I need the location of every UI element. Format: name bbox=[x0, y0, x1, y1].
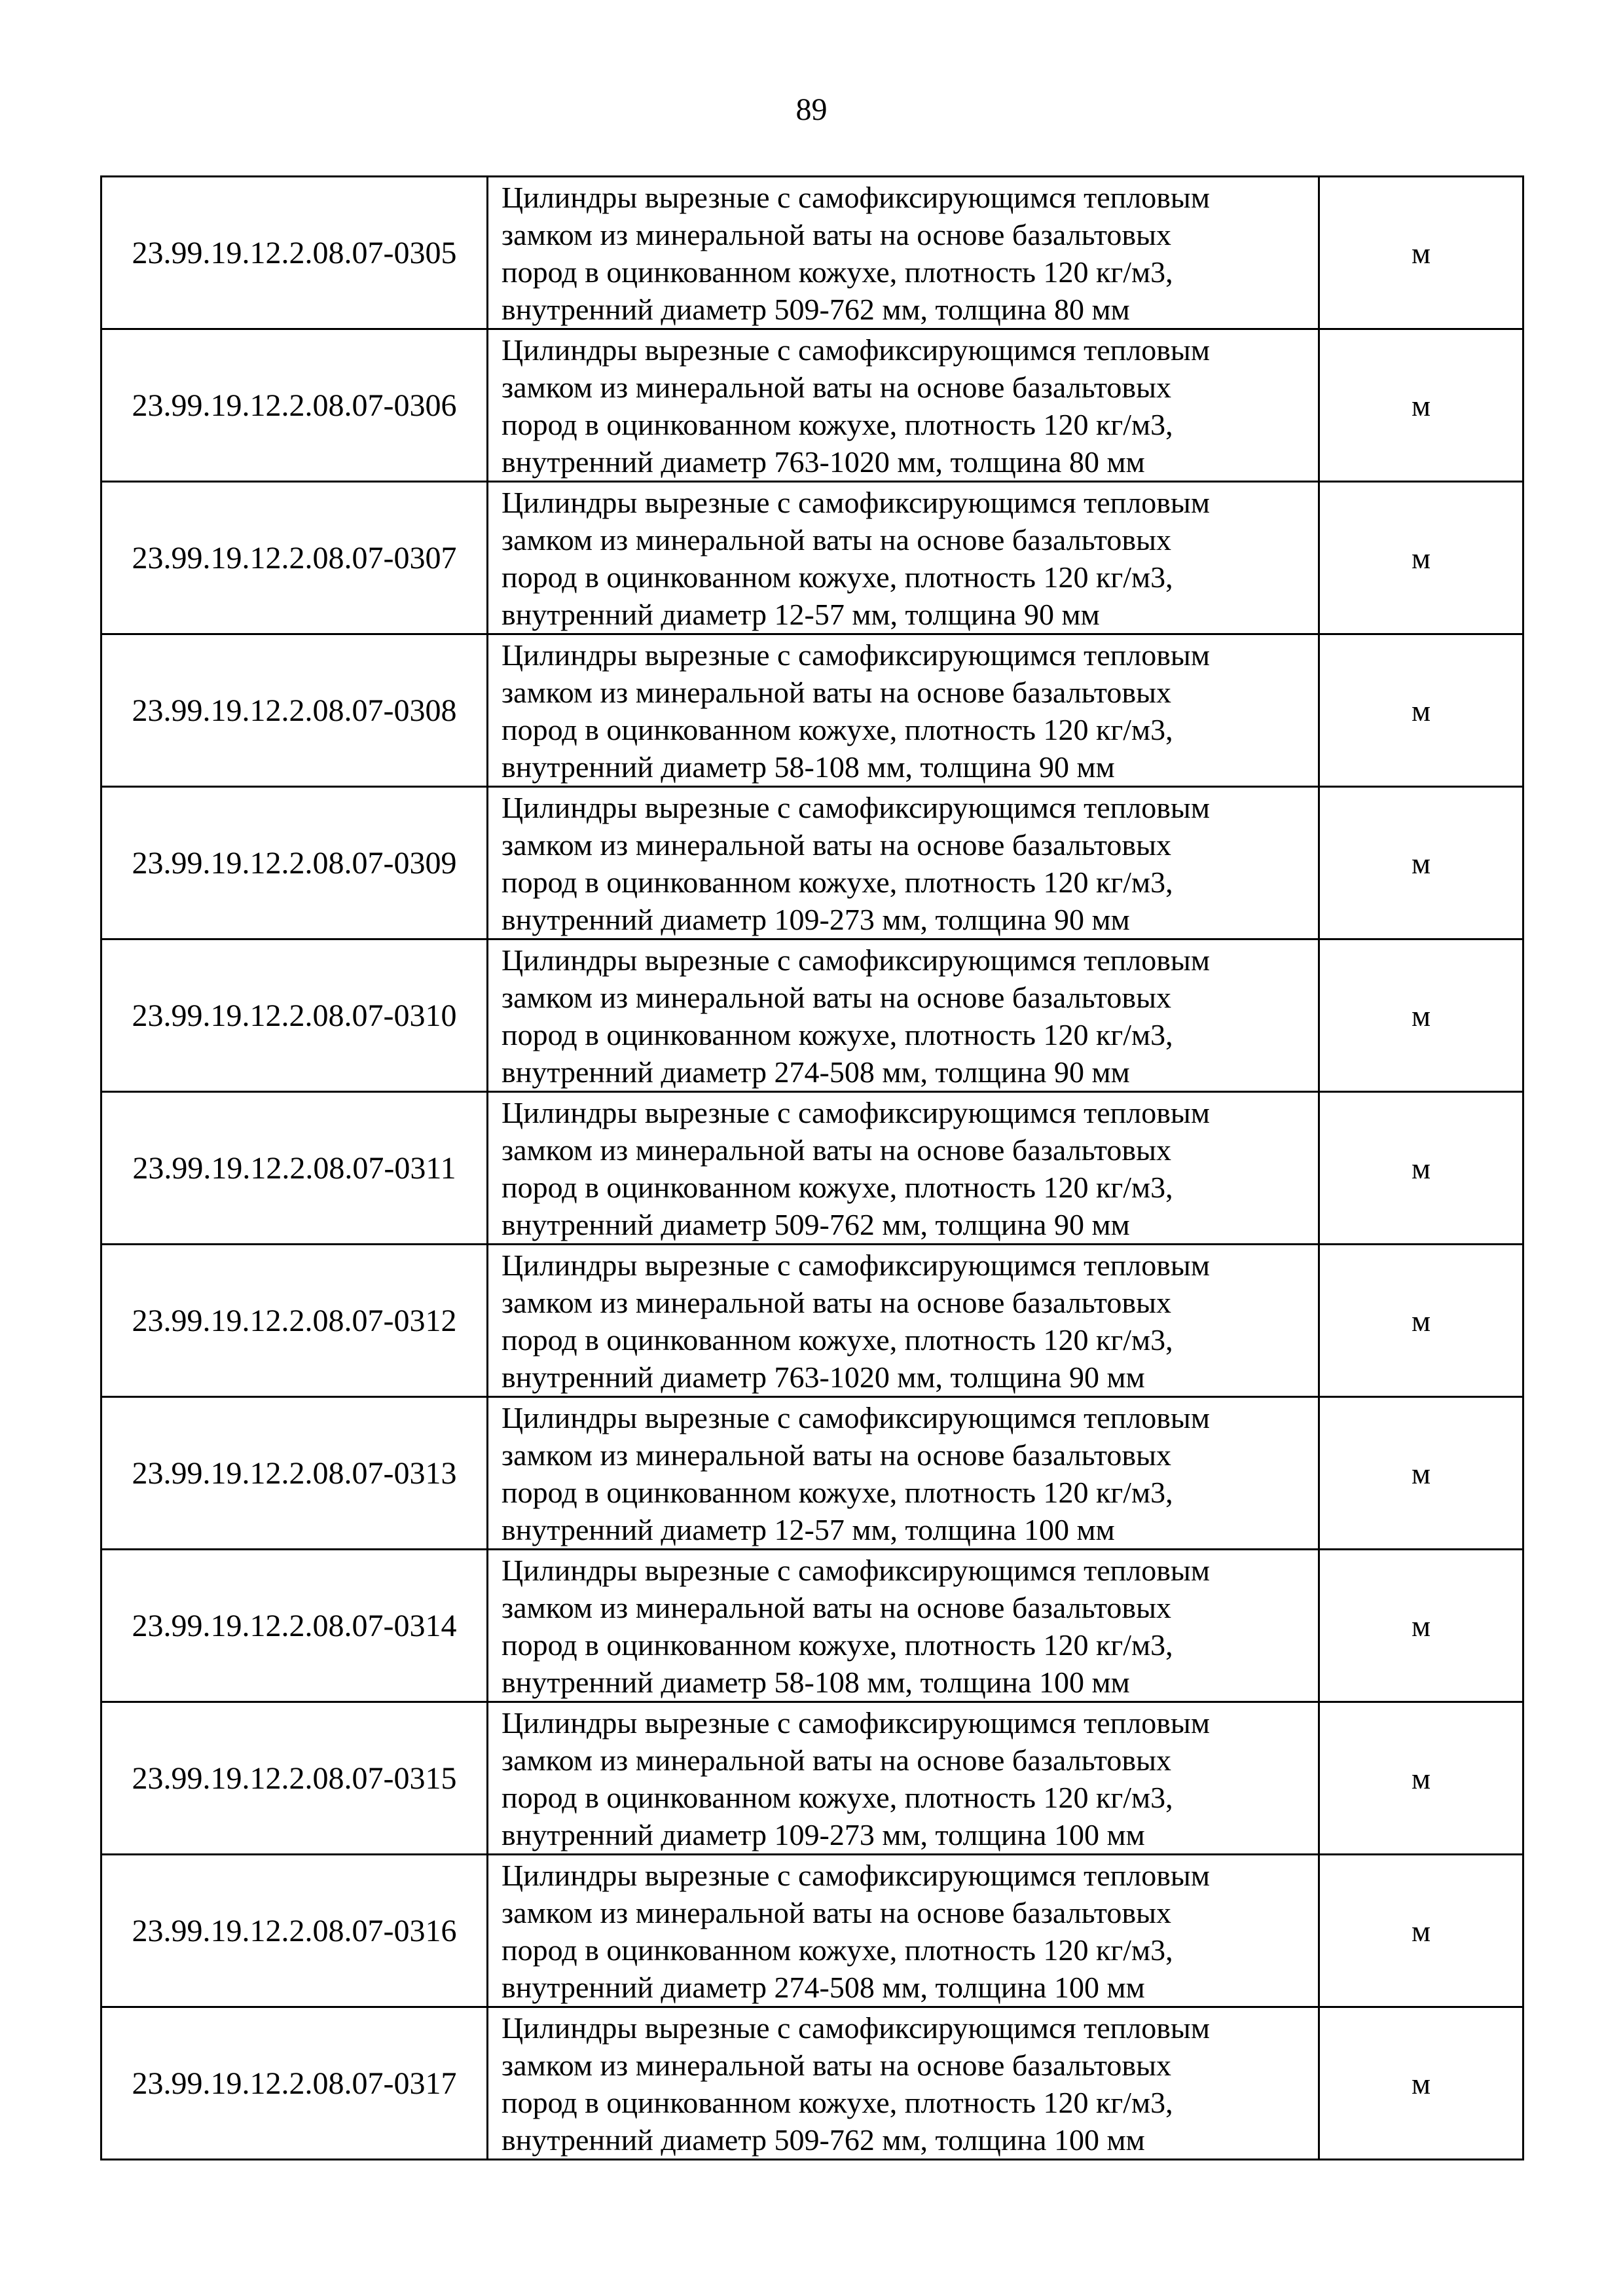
description-line: внутренний диаметр 274-508 мм, толщина 100 мм bbox=[501, 1971, 1145, 2004]
item-description bbox=[488, 1397, 1319, 1550]
description-line: замком из минеральной ваты на основе базальтовых bbox=[501, 981, 1172, 1014]
item-code: 23.99.19.12.2.08.07-0313 bbox=[101, 1397, 488, 1550]
description-line: пород в оцинкованном кожухе, плотность 120 кг/м3, bbox=[501, 713, 1173, 746]
description-line: пород в оцинкованном кожухе, плотность 120 кг/м3, bbox=[501, 1781, 1173, 1814]
description-line: внутренний диаметр 509-762 мм, толщина 100 мм bbox=[501, 2123, 1145, 2157]
description-line: Цилиндры вырезные с самофиксирующимся тепловым bbox=[501, 486, 1210, 519]
item-code: 23.99.19.12.2.08.07-0317 bbox=[101, 2007, 488, 2160]
item-code: 23.99.19.12.2.08.07-0314 bbox=[101, 1550, 488, 1702]
item-description bbox=[488, 787, 1319, 939]
item-code: 23.99.19.12.2.08.07-0308 bbox=[101, 634, 488, 787]
description-line: внутренний диаметр 12-57 мм, толщина 100 мм bbox=[501, 1513, 1115, 1546]
description-line: Цилиндры вырезные с самофиксирующимся тепловым bbox=[501, 1706, 1210, 1740]
item-unit: м bbox=[1319, 1855, 1523, 2007]
item-description bbox=[488, 2007, 1319, 2160]
materials-table bbox=[100, 175, 1524, 2160]
page-number: 89 bbox=[795, 92, 828, 127]
item-code: 23.99.19.12.2.08.07-0309 bbox=[101, 787, 488, 939]
item-description bbox=[488, 939, 1319, 1092]
item-description bbox=[488, 1702, 1319, 1855]
item-code: 23.99.19.12.2.08.07-0310 bbox=[101, 939, 488, 1092]
description-line: внутренний диаметр 509-762 мм, толщина 90 мм bbox=[501, 1208, 1130, 1241]
table-row bbox=[101, 787, 1523, 939]
item-unit: м bbox=[1319, 1092, 1523, 1245]
item-unit: м bbox=[1319, 482, 1523, 634]
description-line: замком из минеральной ваты на основе базальтовых bbox=[501, 828, 1172, 862]
item-code: 23.99.19.12.2.08.07-0312 bbox=[101, 1245, 488, 1397]
item-description bbox=[488, 1092, 1319, 1245]
description-line: замком из минеральной ваты на основе базальтовых bbox=[501, 523, 1172, 556]
item-description bbox=[488, 1855, 1319, 2007]
item-unit: м bbox=[1319, 2007, 1523, 2160]
description-line: Цилиндры вырезные с самофиксирующимся тепловым bbox=[501, 1859, 1210, 1892]
table-row bbox=[101, 634, 1523, 787]
table-row bbox=[101, 177, 1523, 329]
item-unit: м bbox=[1319, 1397, 1523, 1550]
description-line: Цилиндры вырезные с самофиксирующимся тепловым bbox=[501, 181, 1210, 214]
description-line: внутренний диаметр 109-273 мм, толщина 100 мм bbox=[501, 1818, 1145, 1851]
description-line: Цилиндры вырезные с самофиксирующимся тепловым bbox=[501, 1554, 1210, 1587]
description-line: внутренний диаметр 109-273 мм, толщина 90 мм bbox=[501, 903, 1130, 936]
table-row bbox=[101, 1245, 1523, 1397]
description-line: пород в оцинкованном кожухе, плотность 120 кг/м3, bbox=[501, 1018, 1173, 1051]
description-line: Цилиндры вырезные с самофиксирующимся тепловым bbox=[501, 1401, 1210, 1434]
item-description bbox=[488, 1550, 1319, 1702]
description-line: внутренний диаметр 763-1020 мм, толщина 90 мм bbox=[501, 1360, 1145, 1394]
item-code: 23.99.19.12.2.08.07-0311 bbox=[101, 1092, 488, 1245]
item-description bbox=[488, 1245, 1319, 1397]
table-row bbox=[101, 1092, 1523, 1245]
description-line: замком из минеральной ваты на основе базальтовых bbox=[501, 1133, 1172, 1167]
item-unit: м bbox=[1319, 787, 1523, 939]
description-line: замком из минеральной ваты на основе базальтовых bbox=[501, 1743, 1172, 1777]
table-row bbox=[101, 1550, 1523, 1702]
description-line: пород в оцинкованном кожухе, плотность 120 кг/м3, bbox=[501, 560, 1173, 594]
table-row bbox=[101, 1855, 1523, 2007]
item-code: 23.99.19.12.2.08.07-0315 bbox=[101, 1702, 488, 1855]
item-code: 23.99.19.12.2.08.07-0305 bbox=[101, 177, 488, 329]
item-unit: м bbox=[1319, 329, 1523, 482]
item-code: 23.99.19.12.2.08.07-0306 bbox=[101, 329, 488, 482]
description-line: замком из минеральной ваты на основе базальтовых bbox=[501, 218, 1172, 251]
description-line: замком из минеральной ваты на основе базальтовых bbox=[501, 1286, 1172, 1319]
description-line: замком из минеральной ваты на основе базальтовых bbox=[501, 2049, 1172, 2082]
item-code: 23.99.19.12.2.08.07-0307 bbox=[101, 482, 488, 634]
description-line: внутренний диаметр 12-57 мм, толщина 90 мм bbox=[501, 598, 1100, 631]
table-body bbox=[101, 177, 1523, 2160]
description-line: Цилиндры вырезные с самофиксирующимся тепловым bbox=[501, 791, 1210, 824]
item-description bbox=[488, 177, 1319, 329]
description-line: пород в оцинкованном кожухе, плотность 120 кг/м3, bbox=[501, 866, 1173, 899]
item-unit: м bbox=[1319, 177, 1523, 329]
table-row bbox=[101, 1397, 1523, 1550]
description-line: пород в оцинкованном кожухе, плотность 120 кг/м3, bbox=[501, 1323, 1173, 1357]
description-line: пород в оцинкованном кожухе, плотность 120 кг/м3, bbox=[501, 1933, 1173, 1967]
description-line: внутренний диаметр 509-762 мм, толщина 80 мм bbox=[501, 293, 1130, 326]
description-line: пород в оцинкованном кожухе, плотность 120 кг/м3, bbox=[501, 1628, 1173, 1662]
description-line: пород в оцинкованном кожухе, плотность 120 кг/м3, bbox=[501, 1171, 1173, 1204]
item-unit: м bbox=[1319, 1550, 1523, 1702]
description-line: Цилиндры вырезные с самофиксирующимся тепловым bbox=[501, 943, 1210, 977]
description-line: Цилиндры вырезные с самофиксирующимся тепловым bbox=[501, 638, 1210, 672]
description-line: замком из минеральной ваты на основе базальтовых bbox=[501, 676, 1172, 709]
table-row bbox=[101, 482, 1523, 634]
table-row bbox=[101, 329, 1523, 482]
description-line: пород в оцинкованном кожухе, плотность 120 кг/м3, bbox=[501, 408, 1173, 441]
item-description bbox=[488, 329, 1319, 482]
description-line: замком из минеральной ваты на основе базальтовых bbox=[501, 1438, 1172, 1472]
item-unit: м bbox=[1319, 1702, 1523, 1855]
description-line: пород в оцинкованном кожухе, плотность 120 кг/м3, bbox=[501, 1476, 1173, 1509]
description-line: внутренний диаметр 58-108 мм, толщина 90 мм bbox=[501, 750, 1115, 784]
description-line: Цилиндры вырезные с самофиксирующимся тепловым bbox=[501, 1096, 1210, 1129]
description-line: замком из минеральной ваты на основе базальтовых bbox=[501, 371, 1172, 404]
item-unit: м bbox=[1319, 939, 1523, 1092]
description-line: Цилиндры вырезные с самофиксирующимся тепловым bbox=[501, 2011, 1210, 2045]
item-description bbox=[488, 482, 1319, 634]
item-unit: м bbox=[1319, 634, 1523, 787]
description-line: Цилиндры вырезные с самофиксирующимся тепловым bbox=[501, 333, 1210, 367]
description-line: внутренний диаметр 58-108 мм, толщина 100 мм bbox=[501, 1666, 1130, 1699]
item-unit: м bbox=[1319, 1245, 1523, 1397]
description-line: внутренний диаметр 274-508 мм, толщина 90 мм bbox=[501, 1055, 1130, 1089]
description-line: замком из минеральной ваты на основе базальтовых bbox=[501, 1896, 1172, 1929]
table-row bbox=[101, 2007, 1523, 2160]
description-line: Цилиндры вырезные с самофиксирующимся тепловым bbox=[501, 1248, 1210, 1282]
description-line: замком из минеральной ваты на основе базальтовых bbox=[501, 1591, 1172, 1624]
description-line: пород в оцинкованном кожухе, плотность 120 кг/м3, bbox=[501, 255, 1173, 289]
item-description bbox=[488, 634, 1319, 787]
item-code: 23.99.19.12.2.08.07-0316 bbox=[101, 1855, 488, 2007]
table-row bbox=[101, 939, 1523, 1092]
description-line: пород в оцинкованном кожухе, плотность 120 кг/м3, bbox=[501, 2086, 1173, 2119]
description-line: внутренний диаметр 763-1020 мм, толщина 80 мм bbox=[501, 445, 1145, 479]
table-row bbox=[101, 1702, 1523, 1855]
